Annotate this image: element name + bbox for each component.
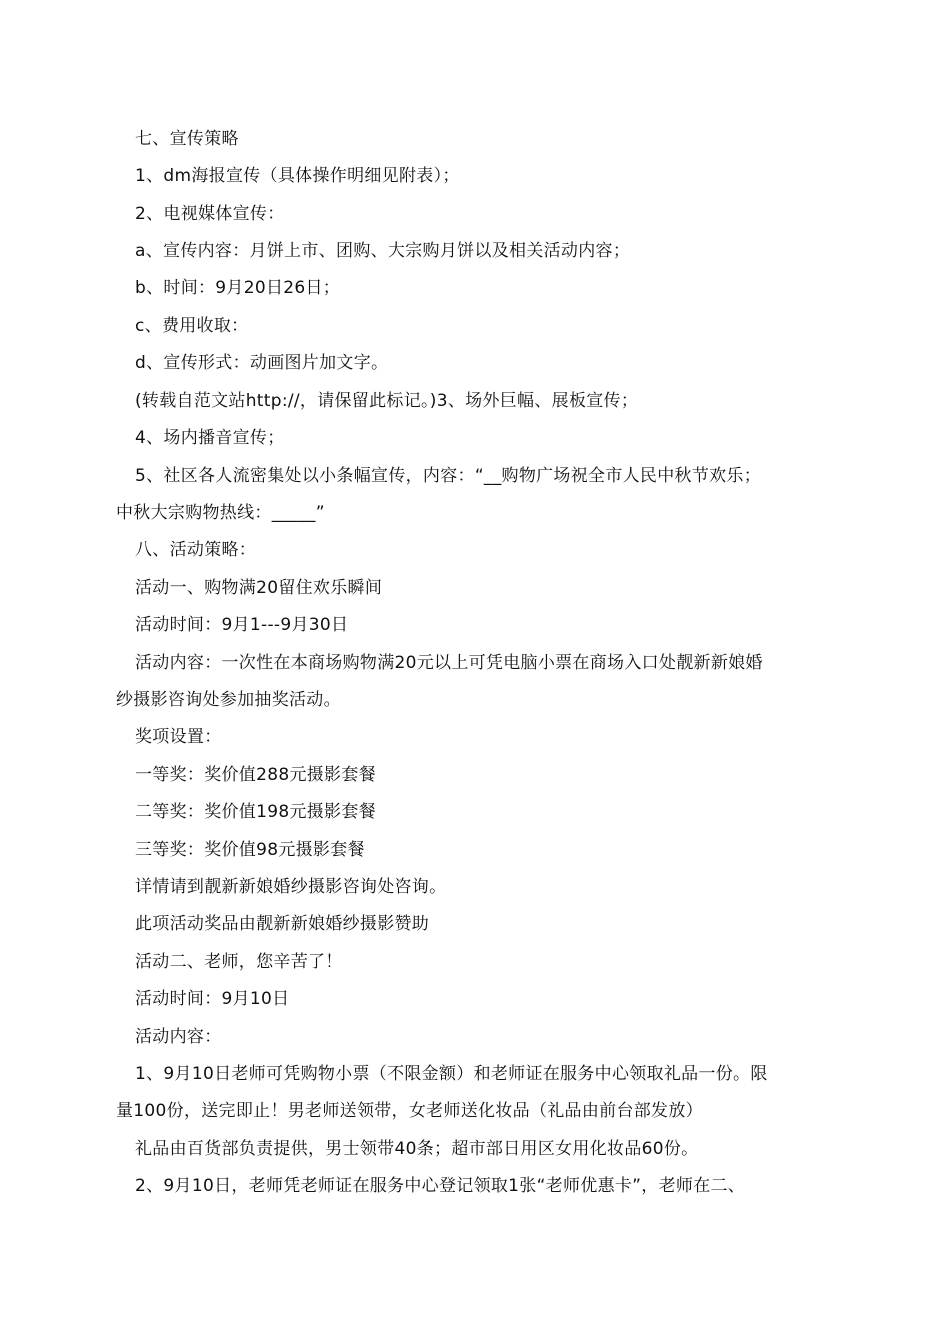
section-heading-7: 七、宣传策略 bbox=[135, 129, 239, 149]
paragraph-line: 二等奖：奖价值198元摄影套餐 bbox=[135, 802, 376, 822]
paragraph-line: (转载自范文站http://，请保留此标记。)3、场外巨幅、展板宣传； bbox=[135, 391, 639, 411]
paragraph-line: a、宣传内容：月饼上市、团购、大宗购月饼以及相关活动内容； bbox=[135, 241, 631, 261]
paragraph-line: 礼品由百货部负责提供，男士领带40条；超市部日用区女用化妆品60份。 bbox=[135, 1139, 699, 1159]
paragraph-line: 纱摄影咨询处参加抽奖活动。 bbox=[116, 690, 341, 710]
paragraph-line: 活动时间：9月1---9月30日 bbox=[135, 615, 349, 635]
paragraph-line: b、时间：9月20日26日； bbox=[135, 278, 341, 298]
paragraph-line: 量100份，送完即止！男老师送领带，女老师送化妆品（礼品由前台部发放） bbox=[116, 1101, 703, 1121]
paragraph-line: 奖项设置： bbox=[135, 727, 222, 747]
paragraph-line: 此项活动奖品由靓新新娘婚纱摄影赞助 bbox=[135, 914, 430, 934]
section-heading-8: 八、活动策略： bbox=[135, 540, 257, 560]
paragraph-line: 2、电视媒体宣传： bbox=[135, 204, 285, 224]
paragraph-line: c、费用收取： bbox=[135, 316, 249, 336]
paragraph-line: 活动内容： bbox=[135, 1027, 222, 1047]
paragraph-line: 1、9月10日老师可凭购物小票（不限金额）和老师证在服务中心领取礼品一份。限 bbox=[135, 1064, 768, 1084]
paragraph-line: 2、9月10日，老师凭老师证在服务中心登记领取1张“老师优惠卡”，老师在二、 bbox=[135, 1176, 746, 1196]
paragraph-line: 4、场内播音宣传； bbox=[135, 428, 285, 448]
paragraph-line: 中秋大宗购物热线：_____” bbox=[116, 503, 325, 523]
paragraph-line: 详情请到靓新新娘婚纱摄影咨询处咨询。 bbox=[135, 877, 447, 897]
paragraph-line: 活动一、购物满20留住欢乐瞬间 bbox=[135, 578, 383, 598]
paragraph-line: 活动时间：9月10日 bbox=[135, 989, 290, 1009]
paragraph-line: d、宣传形式：动画图片加文字。 bbox=[135, 353, 389, 373]
paragraph-line: 一等奖：奖价值288元摄影套餐 bbox=[135, 765, 376, 785]
paragraph-line: 三等奖：奖价值98元摄影套餐 bbox=[135, 840, 365, 860]
paragraph-line: 1、dm海报宣传（具体操作明细见附表）； bbox=[135, 166, 460, 186]
paragraph-line: 5、社区各人流密集处以小条幅宣传，内容：“__购物广场祝全市人民中秋节欢乐； bbox=[135, 466, 762, 486]
paragraph-line: 活动二、老师，您辛苦了！ bbox=[135, 952, 343, 972]
paragraph-line: 活动内容：一次性在本商场购物满20元以上可凭电脑小票在商场入口处靓新新娘婚 bbox=[135, 653, 763, 673]
